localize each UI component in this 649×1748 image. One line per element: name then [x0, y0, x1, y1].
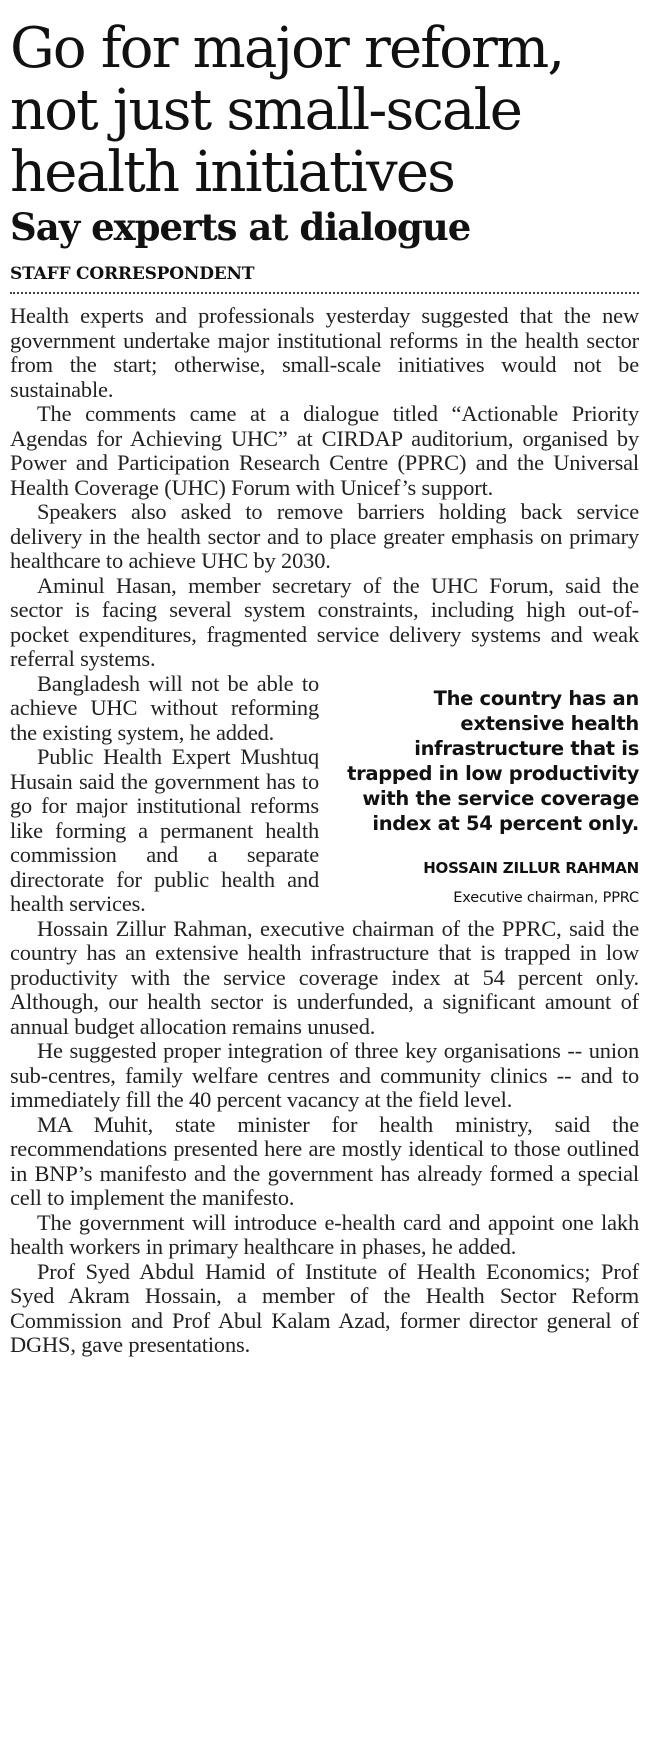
- body-paragraph: MA Muhit, state minister for health ministry, said the recommendations presented here are mostly identical to those outlined in BNP’s manifesto and the government has already formed a special cell to implement the manifesto.: [10, 1111, 639, 1210]
- body-paragraph: The comments came at a dialogue titled “Actionable Priority Agendas for Achieving UHC” at CIRDAP auditorium, organised by Power and Participation Research Centre (PPRC) and the Universal Health Coverage (UHC) Forum with Unicef’s support.: [10, 401, 639, 500]
- body-paragraph: He suggested proper integration of three key organisations -- union sub-centres, family welfare centres and community clinics -- and to immediately fill the 40 percent vacancy at the field level.: [10, 1038, 639, 1112]
- body-paragraph: Health experts and professionals yesterday suggested that the new government undertake major institutional reforms in the health sector from the start; otherwise, small-scale initiatives would not be sustainable.: [10, 303, 639, 402]
- pull-quote-box: [339, 686, 639, 911]
- headline: Go for major reform, not just small-scale health initiatives: [10, 16, 564, 205]
- article-page: [0, 18, 649, 1748]
- article-body: [10, 304, 639, 1358]
- pull-quote-author: HOSSAIN ZILLUR RAHMAN: [423, 858, 639, 877]
- body-paragraph: Bangladesh will not be able to achieve UHC without reforming the existing system, he added.: [10, 670, 319, 745]
- pull-quote-author-title: Executive chairman, PPRC: [453, 890, 639, 906]
- subheadline: Say experts at dialogue: [10, 205, 471, 249]
- byline: STAFF CORRESPONDENT: [10, 264, 255, 284]
- body-paragraph: The government will introduce e-health card and appoint one lakh health workers in primary healthcare in phases, he added.: [10, 1209, 639, 1259]
- body-paragraph: Speakers also asked to remove barriers holding back service delivery in the health sector and to place greater emphasis on primary healthcare to achieve UHC by 2030.: [10, 499, 639, 573]
- body-paragraph: Hossain Zillur Rahman, executive chairman of the PPRC, said the country has an extensive health infrastructure that is trapped in low productivity with the service coverage index at 54 percent only. Although, our health sector is underfunded, a significant amount of annual budget allocation remains unused.: [10, 915, 639, 1039]
- body-paragraph: Public Health Expert Mushtuq Husain said the government has to go for major institutional reforms like forming a permanent health commission and a separate directorate for public health and health services.: [10, 744, 319, 916]
- pull-quote-text: The country has an extensive health infrastructure that is trapped in low productivity with the service coverage index at 54 percent only.: [347, 686, 639, 835]
- body-paragraph: Prof Syed Abdul Hamid of Institute of Health Economics; Prof Syed Akram Hossain, a member of the Health Sector Reform Commission and Prof Abul Kalam Azad, former director general of DGHS, gave presentations.: [10, 1258, 639, 1357]
- dotted-divider: [10, 292, 639, 294]
- body-paragraph: Aminul Hasan, member secretary of the UHC Forum, said the sector is facing several system constraints, including high out-of-pocket expenditures, fragmented service delivery systems and weak referral systems.: [10, 572, 639, 671]
